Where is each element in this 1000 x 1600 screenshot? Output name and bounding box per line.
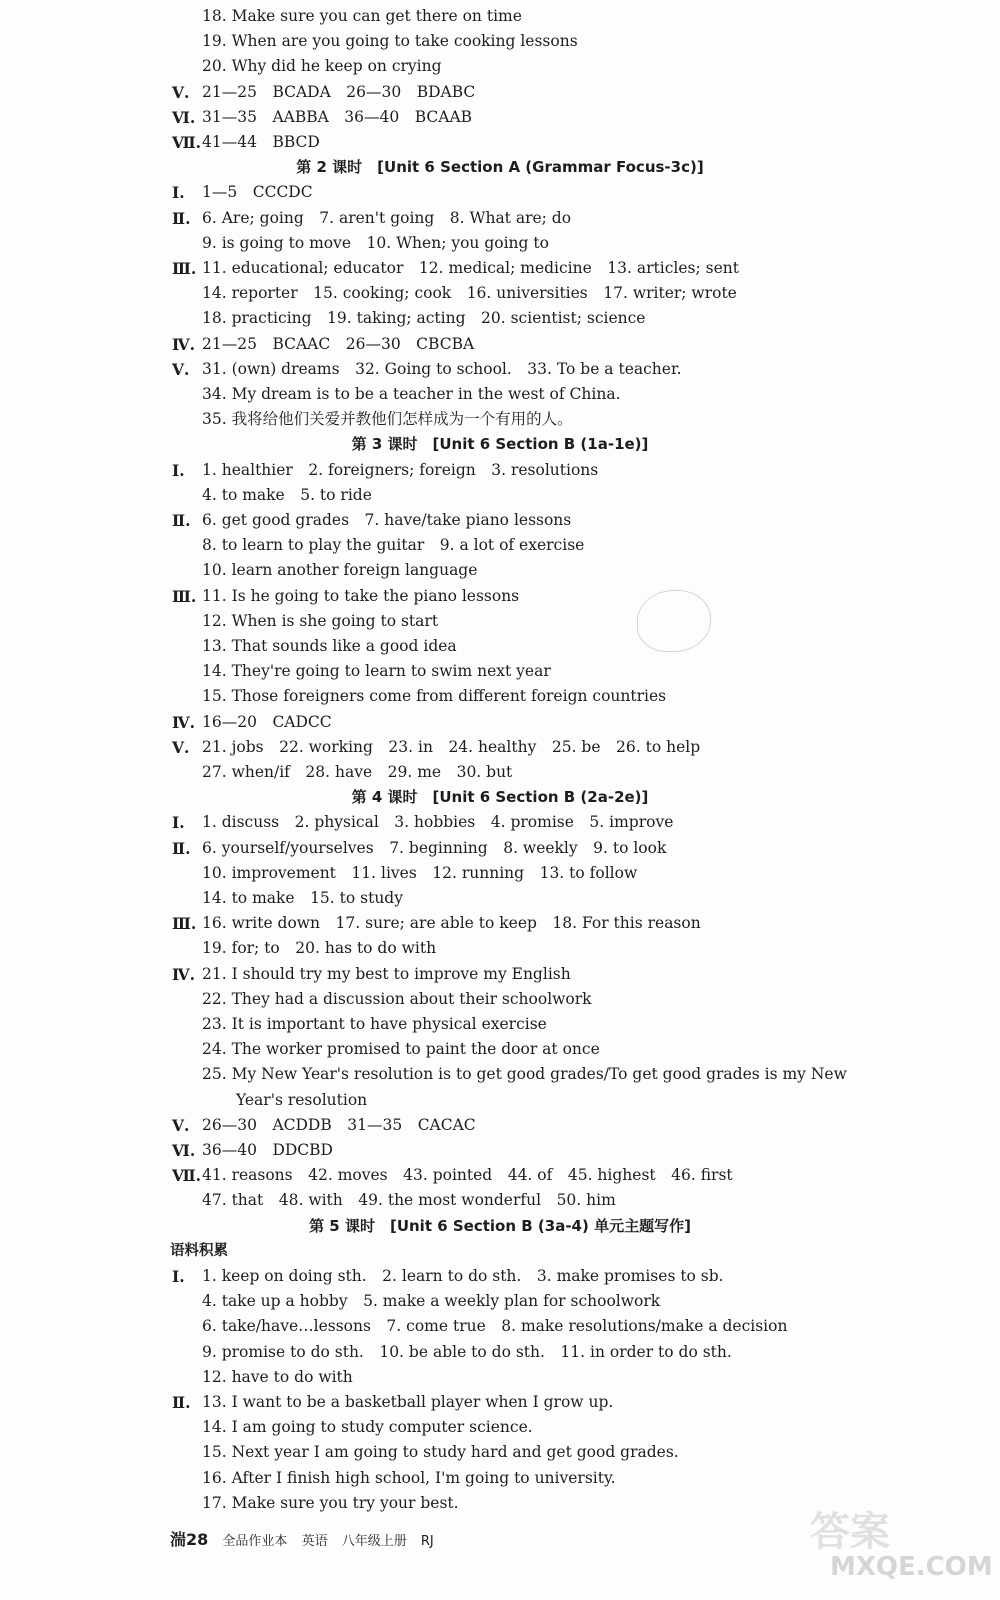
answer-line [0,357,1000,382]
answer-text: 35. 我将给他们关爱并教他们怎样成为一个有用的人。 [202,410,573,429]
answer-line [0,1264,1000,1289]
roman-numeral: Ⅰ. [172,183,185,203]
answer-line [0,382,1000,407]
answer-text: 15. Those foreigners come from different foreign countries [202,687,667,706]
answer-line [0,735,1000,760]
section-heading: 第 4 课时 [Unit 6 Section B (2a-2e)] [351,788,649,807]
roman-numeral: Ⅴ. [172,737,190,757]
answer-text: 1. healthier 2. foreigners; foreign 3. resolutions [202,460,599,479]
answer-text: 6. get good grades 7. have/take piano lessons [202,511,572,529]
answer-line [0,1365,1000,1390]
answer-line [0,1390,1000,1415]
answer-text: 19. for; to 20. has to do with [202,939,437,958]
answer-line [0,836,1000,861]
answer-line [0,1037,1000,1062]
roman-numeral: Ⅳ. [172,334,195,354]
answer-text: 6. yourself/yourselves 7. beginning 8. weekly 9. to look [202,838,667,857]
answer-text: 12. When is she going to start [202,611,439,630]
answer-line [0,634,1000,659]
answer-line [0,105,1000,130]
section-heading: 第 3 课时 [Unit 6 Section B (1a-1e)] [351,435,649,454]
answer-line [0,458,1000,483]
answer-text: Year's resolution [236,1090,368,1109]
answer-line [0,1466,1000,1491]
roman-numeral: Ⅳ. [172,964,195,984]
answer-text: 34. My dream is to be a teacher in the west of China. [202,385,621,403]
roman-numeral: Ⅱ. [172,838,191,858]
answer-line [0,533,1000,558]
answer-line [0,54,1000,79]
roman-numeral: Ⅰ. [172,1267,185,1286]
answer-text: 12. have to do with [202,1367,353,1386]
roman-numeral: Ⅶ. [172,1166,202,1186]
answer-text: 25. My New Year's resolution is to get good grades/To get good grades is my New [202,1065,847,1084]
answer-line [0,180,1000,205]
answer-line [0,1138,1000,1163]
answer-text: 24. The worker promised to paint the door at once [202,1040,600,1059]
answer-text: 27. when/if 28. have 29. me 30. but [202,763,513,781]
answer-line [0,508,1000,533]
answer-line [0,886,1000,911]
answer-text: 17. Make sure you try your best. [202,1493,459,1512]
roman-numeral: Ⅰ. [172,460,185,480]
answer-line [0,29,1000,54]
answer-text: 18. practicing 19. taking; acting 20. scientist; science [202,309,646,328]
answer-text: 9. promise to do sth. 10. be able to do sth. 11. in order to do sth. [202,1342,732,1361]
answer-line [0,483,1000,508]
answer-text: 18. Make sure you can get there on time [202,7,522,25]
answer-text: 14. They're going to learn to swim next year [202,662,551,681]
answer-line [0,130,1000,155]
answer-text: 4. to make 5. to ride [202,485,372,504]
answer-line [0,911,1000,936]
answer-line [0,936,1000,961]
answer-line [0,281,1000,306]
roman-numeral: Ⅵ. [172,1141,196,1160]
answer-line [0,206,1000,231]
answer-text: 10. learn another foreign language [202,561,478,580]
answer-line [0,1012,1000,1037]
answer-text: 1. keep on doing sth. 2. learn to do sth. 3. make promises to sb. [202,1267,724,1285]
answer-line [0,584,1000,609]
answer-text: 21—25 BCAAC 26—30 CBCBA [202,334,475,353]
answer-text: 6. take/have…lessons 7. come true 8. make resolutions/make a decision [202,1317,788,1336]
answer-text: 26—30 ACDDB 31—35 CACAC [202,1115,476,1134]
watermark-text: MXQE.COM [830,1552,993,1582]
answer-text: 31—35 AABBA 36—40 BCAAB [202,107,473,126]
answer-line [0,332,1000,357]
answer-line [0,4,1000,29]
answer-text: 11. educational; educator 12. medical; medicine 13. articles; sent [202,259,739,277]
answer-line [0,1188,1000,1213]
subject: 英语 [301,1534,328,1549]
answer-line [0,1340,1000,1365]
roman-numeral: Ⅱ. [172,208,191,228]
answer-text: 14. I am going to study computer science. [202,1418,533,1437]
answer-text: 16. After I finish high school, I'm going to university. [202,1468,616,1487]
answer-text: 21. I should try my best to improve my English [202,964,571,983]
roman-numeral: Ⅴ. [172,359,190,379]
answer-text: 36—40 DDCBD [202,1141,333,1159]
page-number: 湍28 [170,1530,209,1549]
edition: RJ [420,1534,434,1549]
roman-numeral: Ⅲ. [172,586,197,606]
answer-text: 13. I want to be a basketball player when I grow up. [202,1393,614,1411]
answer-text: 31. (own) dreams 32. Going to school. 33. To be a teacher. [202,359,682,378]
answer-text: 41. reasons 42. moves 43. pointed 44. of 45. highest 46. first [202,1166,733,1185]
answer-text: 10. improvement 11. lives 12. running 13. to follow [202,863,638,882]
page-footer [170,1527,434,1553]
answer-line [0,962,1000,987]
grade: 八年级上册 [341,1534,407,1549]
roman-numeral: Ⅴ. [172,82,190,102]
roman-numeral: Ⅲ. [172,259,197,278]
answer-text: 6. Are; going 7. aren't going 8. What are; do [202,208,572,227]
answer-line [0,987,1000,1012]
answer-text: 19. When are you going to take cooking lessons [202,32,578,51]
answer-line [0,80,1000,105]
answer-line [0,306,1000,331]
answer-line [0,1314,1000,1339]
answer-text: 1. discuss 2. physical 3. hobbies 4. promise 5. improve [202,813,674,832]
answer-line [0,407,1000,432]
answer-line [0,760,1000,785]
answer-text: 21. jobs 22. working 23. in 24. healthy 25. be 26. to help [202,737,701,756]
roman-numeral: Ⅱ. [172,511,191,530]
answer-line [0,609,1000,634]
answer-line [0,1415,1000,1440]
answer-text: 41—44 BBCD [202,133,320,151]
section-heading: 第 5 课时 [Unit 6 Section B (3a-4) 单元主题写作] [309,1216,691,1235]
answer-text: 11. Is he going to take the piano lessons [202,586,520,605]
roman-numeral: Ⅰ. [172,813,185,833]
answer-text: 4. take up a hobby 5. make a weekly plan for schoolwork [202,1292,661,1311]
answer-line [0,684,1000,709]
answer-line [0,1440,1000,1465]
answer-text: 22. They had a discussion about their schoolwork [202,989,592,1008]
answer-text: 13. That sounds like a good idea [202,637,457,655]
answer-line [0,659,1000,684]
answer-text: 23. It is important to have physical exercise [202,1015,547,1033]
answer-text: 16—20 CADCC [202,712,332,731]
answer-text: 20. Why did he keep on crying [202,57,442,76]
answer-text: 21—25 BCADA 26—30 BDABC [202,82,476,101]
watermark-logo: 答案 [810,1509,890,1555]
answer-line [0,1163,1000,1188]
roman-numeral: Ⅱ. [172,1393,191,1412]
answer-line [0,1113,1000,1138]
answer-text: 14. reporter 15. cooking; cook 16. universities 17. writer; wrote [202,284,737,303]
roman-numeral: Ⅳ. [172,712,195,732]
answer-line [0,1062,1000,1087]
roman-numeral: Ⅲ. [172,914,197,934]
answer-text: 15. Next year I am going to study hard and get good grades. [202,1443,679,1462]
answer-text: 8. to learn to play the guitar 9. a lot of exercise [202,536,585,555]
answer-line [0,231,1000,256]
answer-text: 16. write down 17. sure; are able to keep 18. For this reason [202,914,701,933]
answer-line [0,558,1000,583]
roman-numeral: Ⅴ. [172,1115,190,1135]
roman-numeral: Ⅶ. [172,133,202,152]
answer-text: 1—5 CCCDC [202,183,313,202]
answer-line [0,1088,1000,1113]
answer-text: 47. that 48. with 49. the most wonderful 50. him [202,1191,616,1210]
roman-numeral: Ⅵ. [172,107,196,127]
section-heading: 第 2 课时 [Unit 6 Section A (Grammar Focus-3c)] [296,158,704,177]
answer-text: 14. to make 15. to study [202,889,403,907]
book-title: 全品作业本 [222,1534,288,1549]
answer-line [0,256,1000,281]
answer-line [0,1289,1000,1314]
answer-line [0,810,1000,835]
answer-text: 9. is going to move 10. When; you going to [202,233,549,252]
stamp-seal [637,590,711,652]
subsection-heading: 语料积累 [170,1242,228,1259]
answer-line [0,861,1000,886]
answer-line [0,710,1000,735]
